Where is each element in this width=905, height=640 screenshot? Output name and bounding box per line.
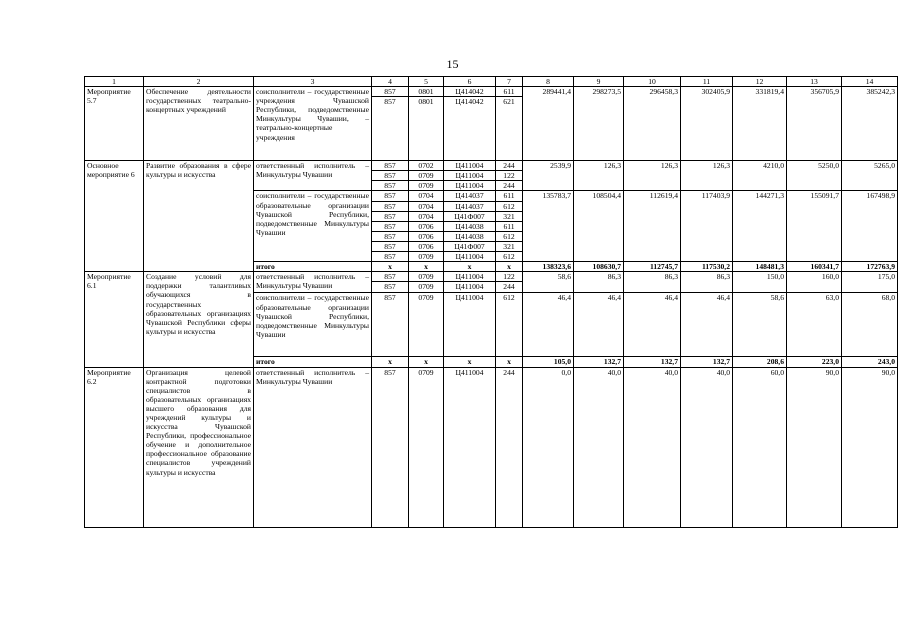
- amount-cell: 135783,7: [523, 191, 574, 262]
- code-csr: Ц41Ф007: [444, 241, 496, 251]
- amount-cell: 58,6: [733, 293, 787, 357]
- total-amount: 112745,7: [624, 262, 681, 272]
- measure-name: Мероприятие 6.1: [85, 272, 144, 367]
- amount-cell: 58,6: [523, 272, 574, 293]
- code-rzpr: 0801: [409, 97, 444, 161]
- amount-cell: 86,3: [681, 272, 733, 293]
- column-header: 13: [787, 77, 842, 87]
- total-amount: 243,0: [842, 357, 898, 367]
- amount-cell: 331819,4: [733, 87, 787, 161]
- amount-cell: 40,0: [681, 367, 733, 527]
- total-amount: 132,7: [681, 357, 733, 367]
- total-amount: 105,0: [523, 357, 574, 367]
- amount-cell: 86,3: [574, 272, 624, 293]
- executor-cell: соисполнители – государственные образовательные организации Чувашской Республики, подведомственные Минкультуры Чувашии: [254, 293, 372, 357]
- header-row: [85, 77, 898, 87]
- code-vr: 321: [496, 211, 523, 221]
- measure-description: Создание условий для поддержки талантливых обучающихся в государственных образовательных организациях Чувашской Республики сферы культуры и искусства: [144, 272, 254, 367]
- executor-cell: соисполнители – государственные образовательные организации Чувашской Республики, подведомственные Минкультуры Чувашии: [254, 191, 372, 262]
- column-header: 4: [372, 77, 409, 87]
- amount-cell: 46,4: [624, 293, 681, 357]
- column-header: 7: [496, 77, 523, 87]
- page-number: 15: [446, 57, 459, 71]
- code-csr: Ц411004: [444, 161, 496, 171]
- total-x: x: [444, 357, 496, 367]
- amount-cell: 385242,3: [842, 87, 898, 161]
- amount-cell: 296458,3: [624, 87, 681, 161]
- code-vr: 612: [496, 231, 523, 241]
- amount-cell: 289441,4: [523, 87, 574, 161]
- code-csr: Ц411004: [444, 171, 496, 181]
- code-grbs: 857: [372, 241, 409, 251]
- amount-cell: 68,0: [842, 293, 898, 357]
- code-rzpr: 0704: [409, 211, 444, 221]
- amount-cell: 126,3: [681, 161, 733, 191]
- code-grbs: 857: [372, 161, 409, 171]
- column-header: 11: [681, 77, 733, 87]
- code-grbs: 857: [372, 231, 409, 241]
- amount-cell: 5265,0: [842, 161, 898, 191]
- column-header: 3: [254, 77, 372, 87]
- code-grbs: 857: [372, 211, 409, 221]
- total-amount: 223,0: [787, 357, 842, 367]
- column-header: 5: [409, 77, 444, 87]
- table-row: [85, 272, 898, 282]
- executor-cell: ответственный исполнитель – Минкультуры Чувашии: [254, 272, 372, 293]
- amount-cell: 117403,9: [681, 191, 733, 262]
- amount-cell: 5250,0: [787, 161, 842, 191]
- code-csr: Ц414038: [444, 221, 496, 231]
- code-vr: 611: [496, 191, 523, 201]
- code-grbs: 857: [372, 367, 409, 527]
- column-header: 6: [444, 77, 496, 87]
- total-label: итого: [254, 262, 372, 272]
- measure-name: Основное мероприятие 6: [85, 161, 144, 272]
- code-rzpr: 0702: [409, 161, 444, 171]
- total-x: x: [496, 357, 523, 367]
- amount-cell: 175,0: [842, 272, 898, 293]
- amount-cell: 46,4: [681, 293, 733, 357]
- amount-cell: 150,0: [733, 272, 787, 293]
- code-grbs: 857: [372, 272, 409, 282]
- total-amount: 117530,2: [681, 262, 733, 272]
- code-rzpr: 0709: [409, 252, 444, 262]
- amount-cell: 108504,4: [574, 191, 624, 262]
- amount-cell: 160,0: [787, 272, 842, 293]
- amount-cell: 126,3: [624, 161, 681, 191]
- total-amount: 138323,6: [523, 262, 574, 272]
- code-grbs: 857: [372, 252, 409, 262]
- amount-cell: 302405,9: [681, 87, 733, 161]
- table-row: [85, 161, 898, 171]
- column-header: 8: [523, 77, 574, 87]
- code-vr: 612: [496, 293, 523, 357]
- code-csr: Ц411004: [444, 181, 496, 191]
- total-x: x: [372, 262, 409, 272]
- code-csr: Ц411004: [444, 282, 496, 293]
- code-vr: 621: [496, 97, 523, 161]
- total-amount: 208,6: [733, 357, 787, 367]
- measure-name: Мероприятие 6.2: [85, 367, 144, 527]
- executor-cell: ответственный исполнитель – Минкультуры Чувашии: [254, 161, 372, 191]
- code-rzpr: 0801: [409, 87, 444, 97]
- amount-cell: 63,0: [787, 293, 842, 357]
- code-csr: Ц411004: [444, 293, 496, 357]
- code-vr: 122: [496, 272, 523, 282]
- measure-description: Обеспечение деятельности государственных театрально-концертных учреждений: [144, 87, 254, 161]
- code-csr: Ц411004: [444, 367, 496, 527]
- code-csr: Ц414042: [444, 97, 496, 161]
- table-row: [85, 87, 898, 97]
- total-x: x: [496, 262, 523, 272]
- code-rzpr: 0709: [409, 282, 444, 293]
- executor-cell: ответственный исполнитель – Минкультуры Чувашии: [254, 367, 372, 527]
- column-header: 2: [144, 77, 254, 87]
- code-grbs: 857: [372, 181, 409, 191]
- code-vr: 244: [496, 282, 523, 293]
- column-header: 9: [574, 77, 624, 87]
- amount-cell: 90,0: [842, 367, 898, 527]
- code-grbs: 857: [372, 293, 409, 357]
- total-x: x: [444, 262, 496, 272]
- code-csr: Ц411004: [444, 272, 496, 282]
- amount-cell: 90,0: [787, 367, 842, 527]
- code-rzpr: 0704: [409, 191, 444, 201]
- amount-cell: 40,0: [624, 367, 681, 527]
- measure-description: Организация целевой контрактной подготовки специалистов в образовательных организациях высшего образования для учреждений культуры и искусства Чувашской Республики, профессиональное обучение и дополнительное профессиональное образование специалистов учреждений культуры и искусства: [144, 367, 254, 527]
- code-grbs: 857: [372, 201, 409, 211]
- code-grbs: 857: [372, 97, 409, 161]
- measure-name: Мероприятие 5.7: [85, 87, 144, 161]
- code-rzpr: 0709: [409, 272, 444, 282]
- code-vr: 611: [496, 221, 523, 231]
- code-vr: 244: [496, 161, 523, 171]
- code-rzpr: 0704: [409, 201, 444, 211]
- code-vr: 122: [496, 171, 523, 181]
- amount-cell: 112619,4: [624, 191, 681, 262]
- code-vr: 612: [496, 252, 523, 262]
- code-rzpr: 0706: [409, 241, 444, 251]
- code-vr: 244: [496, 181, 523, 191]
- code-csr: Ц414038: [444, 231, 496, 241]
- code-rzpr: 0706: [409, 231, 444, 241]
- code-rzpr: 0706: [409, 221, 444, 231]
- code-grbs: 857: [372, 87, 409, 97]
- column-header: 1: [85, 77, 144, 87]
- code-grbs: 857: [372, 221, 409, 231]
- total-amount: 148481,3: [733, 262, 787, 272]
- amount-cell: 356705,9: [787, 87, 842, 161]
- column-header: 10: [624, 77, 681, 87]
- total-amount: 172763,9: [842, 262, 898, 272]
- total-label: итого: [254, 357, 372, 367]
- total-x: x: [409, 357, 444, 367]
- table-row: [85, 367, 898, 527]
- code-csr: Ц414037: [444, 201, 496, 211]
- total-amount: 132,7: [624, 357, 681, 367]
- amount-cell: 2539,9: [523, 161, 574, 191]
- amount-cell: 60,0: [733, 367, 787, 527]
- code-vr: 611: [496, 87, 523, 97]
- code-rzpr: 0709: [409, 293, 444, 357]
- amount-cell: 46,4: [523, 293, 574, 357]
- code-grbs: 857: [372, 191, 409, 201]
- amount-cell: 298273,5: [574, 87, 624, 161]
- code-csr: Ц41Ф007: [444, 211, 496, 221]
- code-csr: Ц411004: [444, 252, 496, 262]
- amount-cell: 155091,7: [787, 191, 842, 262]
- code-rzpr: 0709: [409, 367, 444, 527]
- total-amount: 132,7: [574, 357, 624, 367]
- code-grbs: 857: [372, 282, 409, 293]
- budget-table: [84, 76, 898, 528]
- total-amount: 160341,7: [787, 262, 842, 272]
- amount-cell: 167498,9: [842, 191, 898, 262]
- code-vr: 612: [496, 201, 523, 211]
- total-amount: 108630,7: [574, 262, 624, 272]
- amount-cell: 144271,3: [733, 191, 787, 262]
- code-rzpr: 0709: [409, 181, 444, 191]
- amount-cell: 0,0: [523, 367, 574, 527]
- code-csr: Ц414042: [444, 87, 496, 97]
- column-header: 12: [733, 77, 787, 87]
- code-rzpr: 0709: [409, 171, 444, 181]
- amount-cell: 126,3: [574, 161, 624, 191]
- total-x: x: [372, 357, 409, 367]
- amount-cell: 46,4: [574, 293, 624, 357]
- code-vr: 321: [496, 241, 523, 251]
- code-vr: 244: [496, 367, 523, 527]
- total-x: x: [409, 262, 444, 272]
- code-grbs: 857: [372, 171, 409, 181]
- code-csr: Ц414037: [444, 191, 496, 201]
- column-header: 14: [842, 77, 898, 87]
- executor-cell: соисполнители – государственные учреждения Чувашской Республики, подведомственные Минкультуры Чувашии, – театрально-концертные учреждения: [254, 87, 372, 161]
- measure-description: Развитие образования в сфере культуры и искусства: [144, 161, 254, 272]
- amount-cell: 40,0: [574, 367, 624, 527]
- amount-cell: 4210,0: [733, 161, 787, 191]
- table-body: [85, 77, 898, 528]
- amount-cell: 86,3: [624, 272, 681, 293]
